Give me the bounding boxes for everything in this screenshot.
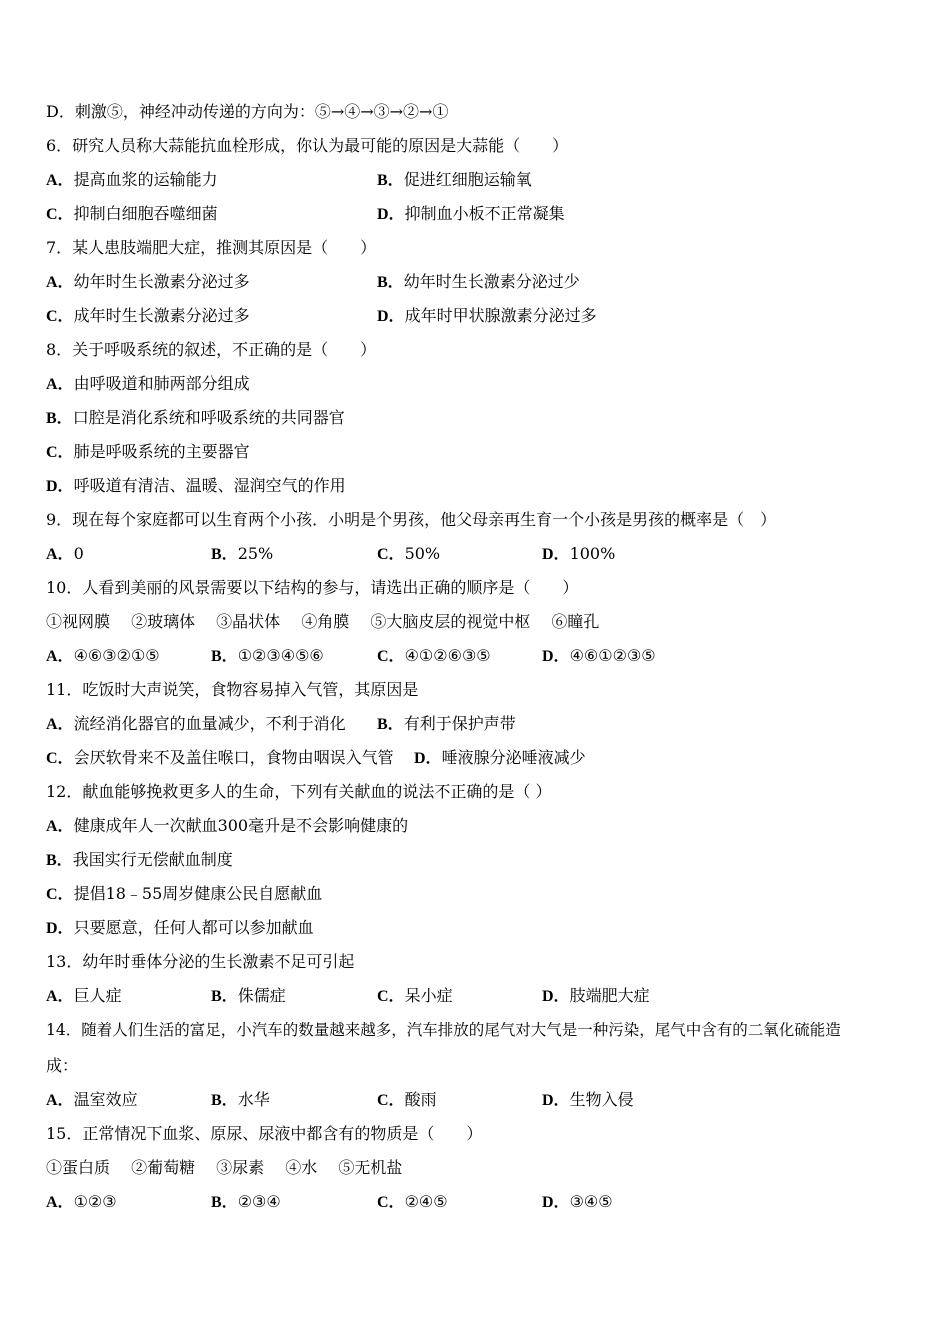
q6-option-c: C．抑制白细胞吞噬细菌 (46, 204, 218, 223)
q15-option-d: D．③④⑤ (542, 1192, 613, 1211)
q5-option-d: D．刺激⑤，神经冲动传递的方向为：⑤→④→③→②→① (46, 102, 449, 121)
q7-option-c: C．成年时生长激素分泌过多 (46, 306, 250, 325)
q8-option-a: A．由呼吸道和肺两部分组成 (46, 374, 250, 393)
q12-stem: 12．献血能够挽救更多人的生命，下列有关献血的说法不正确的是（ ） (46, 782, 552, 801)
q15-substances: ①蛋白质 ②葡萄糖 ③尿素 ④水 ⑤无机盐 (46, 1158, 403, 1177)
q6-option-a: A．提高血浆的运输能力 (46, 170, 218, 189)
q7-stem: 7．某人患肢端肥大症，推测其原因是（ ） (46, 238, 377, 257)
q15-option-a: A．①②③ (46, 1192, 117, 1211)
q12-option-c: C．提倡18﹣55周岁健康公民自愿献血 (46, 884, 323, 903)
q12-option-a: A．健康成年人一次献血300毫升是不会影响健康的 (46, 816, 409, 835)
q8-option-d: D．呼吸道有清洁、温暖、湿润空气的作用 (46, 476, 346, 495)
q9-option-b: B．25% (211, 544, 274, 563)
q11-option-d: D．唾液腺分泌唾液减少 (414, 748, 586, 767)
q10-option-b: B．①②③④⑤⑥ (211, 646, 324, 665)
q14-option-b: B．水华 (211, 1090, 270, 1109)
q14-option-a: A．温室效应 (46, 1090, 138, 1109)
q13-option-d: D．肢端肥大症 (542, 986, 650, 1005)
q15-stem: 15．正常情况下血浆、原尿、尿液中都含有的物质是（ ） (46, 1124, 483, 1143)
q9-option-a: A．0 (46, 544, 84, 563)
q8-option-c: C．肺是呼吸系统的主要器官 (46, 442, 250, 461)
q7-option-d: D．成年时甲状腺激素分泌过多 (377, 306, 597, 325)
q15-option-b: B．②③④ (211, 1192, 281, 1211)
q14-stem: 14．随着人们生活的富足，小汽车的数量越来越多，汽车排放的尾气对大气是一种污染，尾气中含有的二氧化硫能造 (46, 1021, 841, 1039)
q14-stem-continued: 成： (46, 1056, 79, 1075)
q12-option-d: D．只要愿意，任何人都可以参加献血 (46, 918, 314, 937)
q14-option-c: C．酸雨 (377, 1090, 437, 1109)
q10-option-d: D．④⑥①②③⑤ (542, 646, 656, 665)
q11-option-a: A．流经消化器官的血量减少，不利于消化 (46, 714, 346, 733)
q8-stem: 8．关于呼吸系统的叙述，不正确的是（ ） (46, 340, 377, 359)
q8-option-b: B．口腔是消化系统和呼吸系统的共同器官 (46, 408, 345, 427)
q12-option-b: B．我国实行无偿献血制度 (46, 850, 233, 869)
q10-structures: ①视网膜 ②玻璃体 ③晶状体 ④角膜 ⑤大脑皮层的视觉中枢 ⑥瞳孔 (46, 612, 600, 631)
q13-option-b: B．侏儒症 (211, 986, 286, 1005)
q7-option-b: B．幼年时生长激素分泌过少 (377, 272, 580, 291)
q13-option-c: C．呆小症 (377, 986, 453, 1005)
q6-stem: 6．研究人员称大蒜能抗血栓形成，你认为最可能的原因是大蒜能（ ） (46, 136, 569, 155)
q10-stem: 10．人看到美丽的风景需要以下结构的参与，请选出正确的顺序是（ ） (46, 578, 579, 597)
q9-stem: 9．现在每个家庭都可以生育两个小孩．小明是个男孩，他父母亲再生育一个小孩是男孩的概率是（ ） (46, 510, 777, 529)
q13-stem: 13．幼年时垂体分泌的生长激素不足可引起 (46, 952, 355, 971)
q7-option-a: A．幼年时生长激素分泌过多 (46, 272, 250, 291)
q10-option-a: A．④⑥③②①⑤ (46, 646, 160, 665)
q6-option-b: B．促进红细胞运输氧 (377, 170, 532, 189)
q9-option-c: C．50% (377, 544, 441, 563)
q9-option-d: D．100% (542, 544, 616, 563)
q11-option-c: C．会厌软骨来不及盖住喉口，食物由咽误入气管 (46, 748, 394, 767)
q15-option-c: C．②④⑤ (377, 1192, 448, 1211)
q6-option-d: D．抑制血小板不正常凝集 (377, 204, 565, 223)
q14-option-d: D．生物入侵 (542, 1090, 634, 1109)
q13-option-a: A．巨人症 (46, 986, 122, 1005)
q11-option-b: B．有利于保护声带 (377, 714, 516, 733)
q11-stem: 11．吃饭时大声说笑，食物容易掉入气管，其原因是 (46, 680, 419, 699)
q10-option-c: C．④①②⑥③⑤ (377, 646, 491, 665)
